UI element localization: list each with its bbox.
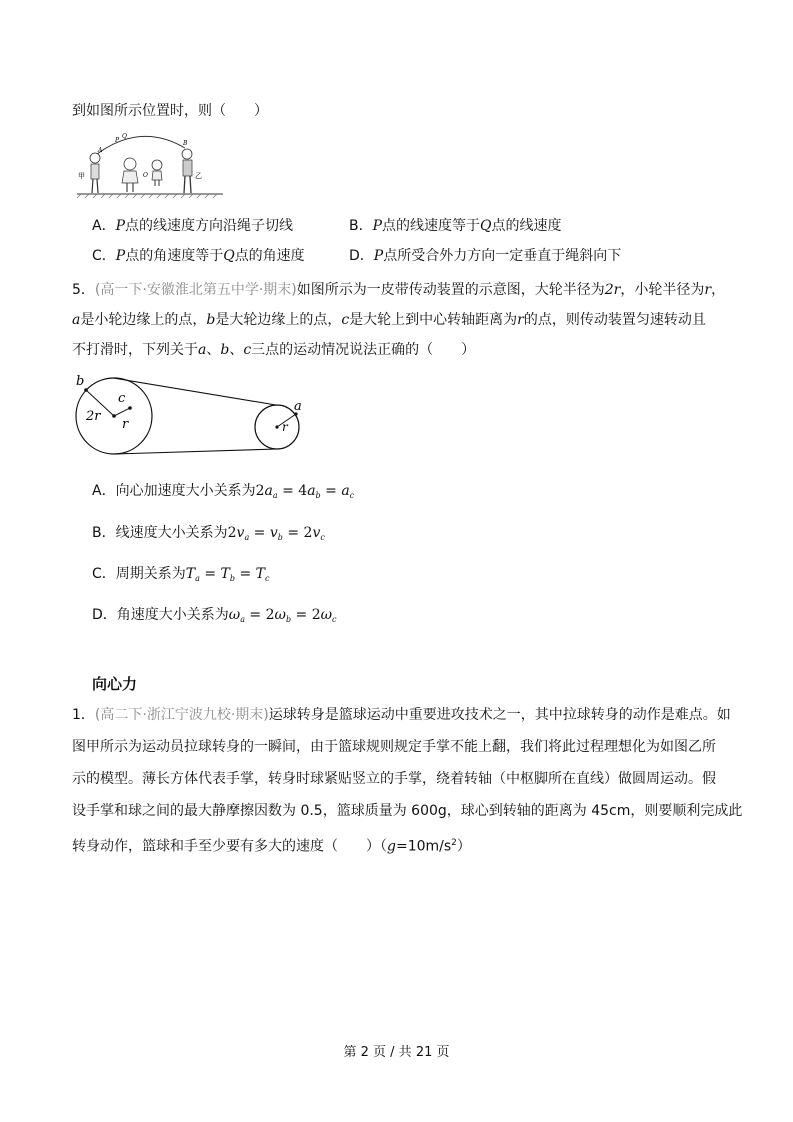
section-title: 向心力 bbox=[92, 675, 138, 693]
q5-source: (高一下·安徽淮北第五中学·期末) bbox=[94, 282, 297, 298]
q5-option-d: D．角速度大小关系为$\omega_a = 2\omega_b = 2\omega_c$ bbox=[92, 607, 337, 624]
q1-stem-line-3: 示的模型。薄长方体代表手掌，转身时球紧贴竖立的手掌，绕着转轴（中枢脚所在直线）做圆周运动。假 bbox=[72, 771, 716, 787]
belt-drive-figure bbox=[68, 370, 318, 466]
q4-option-a: A．P点的线速度方向沿绳子切线 bbox=[92, 218, 293, 234]
intro-line: 到如图所示位置时，则（ ） bbox=[72, 103, 268, 119]
fig-label-r-big: r bbox=[122, 417, 129, 432]
q5-number: 5． bbox=[72, 282, 95, 298]
q5-stem-line-2: a是小轮边缘上的点，b是大轮边缘上的点，c是大轮上到中心转轴距离为r的点，则传动装置匀速转动且 bbox=[72, 312, 706, 328]
fig-label-r-small: r bbox=[282, 420, 288, 434]
q5-option-c: C．周期关系为$T_a = T_b = T_c$ bbox=[92, 566, 270, 583]
q1-stem-line-2: 图甲所示为运动员拉球转身的一瞬间，由于篮球规则规定手掌不能上翻，我们将此过程理想化为如图乙所 bbox=[72, 739, 716, 755]
belt-top bbox=[113, 378, 276, 405]
belt-bottom bbox=[115, 449, 278, 454]
label-P: P bbox=[115, 137, 120, 144]
rope-skipping-figure bbox=[75, 128, 225, 198]
q1-number: 1． bbox=[72, 707, 95, 723]
q1-source: (高二下·浙江宁波九校·期末) bbox=[94, 707, 269, 723]
q1-stem-line-4: 设手掌和球之间的最大静摩擦因数为 0.5，篮球质量为 600g，球心到转轴的距离为 45cm，则要顺利完成此 bbox=[72, 803, 743, 819]
label-A: A bbox=[98, 147, 103, 154]
q5-option-a: A．向心加速度大小关系为$2a_a = 4a_b = a_c$ bbox=[92, 483, 355, 500]
page-footer: 第 2 页 / 共 21 页 bbox=[343, 1045, 450, 1060]
q4-option-b: B．P点的线速度等于Q点的线速度 bbox=[349, 218, 562, 234]
q5-stem-line-1: 5．(高一下·安徽淮北第五中学·期末)如图所示为一皮带传动装置的示意图，大轮半径为2r，小轮半径为r， bbox=[72, 282, 726, 298]
q4-option-c: C．P点的角速度等于Q点的角速度 bbox=[92, 248, 305, 264]
q1-stem-line-1: 1．(高二下·浙江宁波九校·期末)运球转身是篮球运动中重要进攻技术之一，其中拉球转身的动作是难点。如 bbox=[72, 707, 731, 723]
q4-option-d: D．P点所受合外力方向一定垂直于绳斜向下 bbox=[349, 248, 622, 264]
label-yi: 乙 bbox=[195, 172, 202, 180]
fig-label-b: b bbox=[76, 374, 85, 389]
q1-stem-line-5: 转身动作，篮球和手至少要有多大的速度（ ）$(g=10m/s^2)$ bbox=[72, 838, 471, 855]
fig-label-a: a bbox=[294, 399, 302, 414]
label-O: O bbox=[143, 172, 148, 179]
label-Q: Q bbox=[122, 133, 127, 140]
label-jia: 甲 bbox=[78, 172, 85, 180]
q5-stem-line-3: 不打滑时，下列关于a、b、c三点的运动情况说法正确的（ ） bbox=[72, 342, 476, 358]
label-B: B bbox=[183, 140, 188, 147]
q5-option-b: B．线速度大小关系为$2v_a = v_b = 2v_c$ bbox=[92, 525, 325, 542]
fig-label-c: c bbox=[118, 391, 126, 406]
fig-label-2r: 2r bbox=[86, 409, 101, 424]
